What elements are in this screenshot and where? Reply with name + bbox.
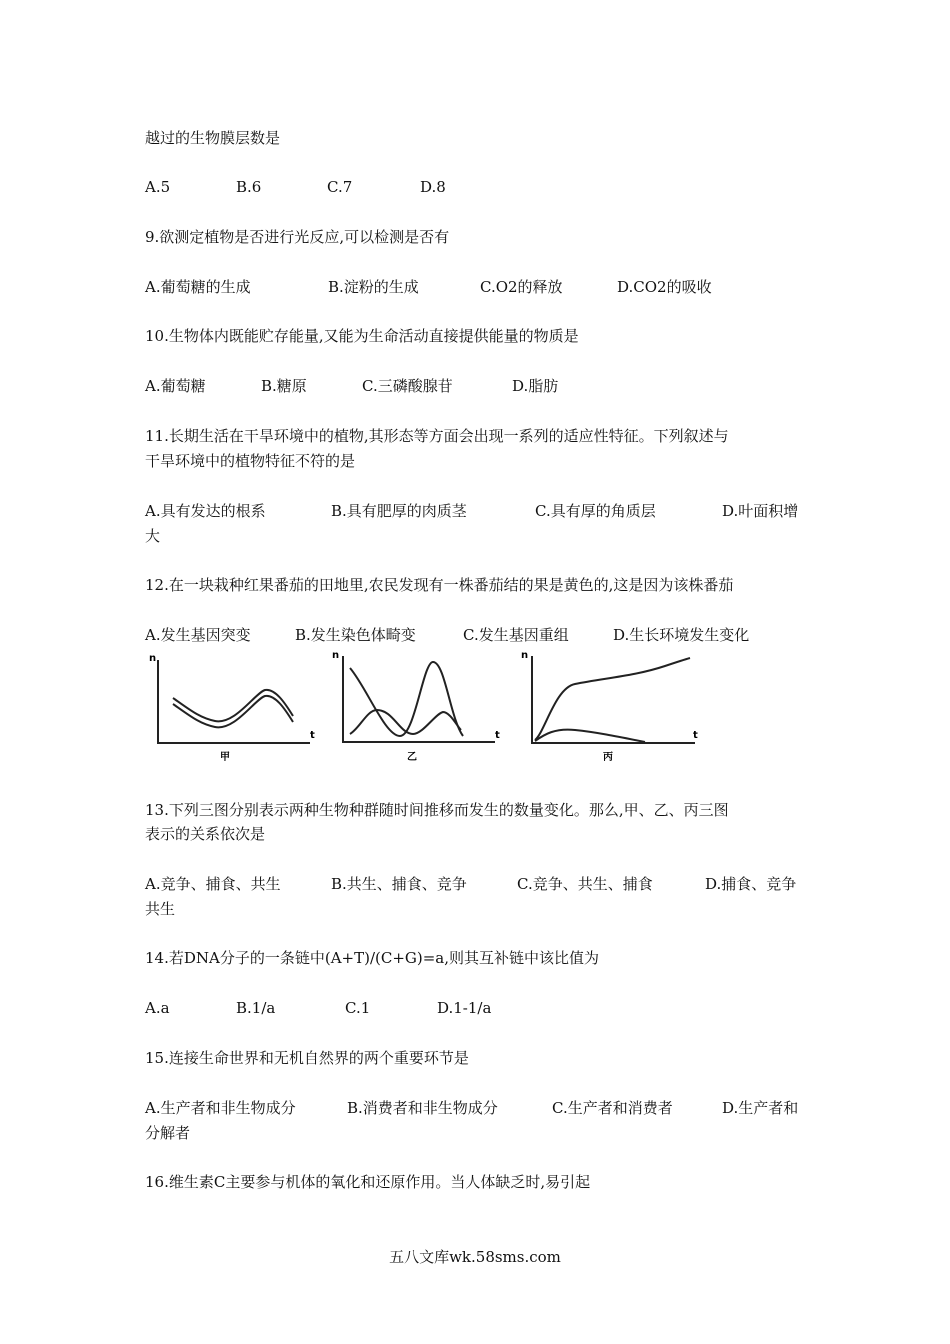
population-graphs-figure [145,648,715,768]
q8-option-a: A.5 [145,178,171,196]
q10-stem: 10.生物体内既能贮存能量,又能为生命活动直接提供能量的物质是 [145,327,579,345]
graph-yi-caption: 乙 [407,752,417,763]
q15-stem: 15.连接生命世界和无机自然界的两个重要环节是 [145,1049,469,1067]
q12-option-d: D.生长环境发生变化 [613,626,750,644]
q12-stem: 12.在一块栽种红果番茄的田地里,农民发现有一株番茄结的果是黄色的,这是因为该株番茄 [145,576,734,594]
q12-option-b: B.发生染色体畸变 [295,626,416,644]
q13-stem-line1: 13.下列三图分别表示两种生物种群随时间推移而发生的数量变化。那么,甲、乙、丙三图 [145,801,729,819]
graph-bing-caption: 丙 [603,752,613,763]
q11-option-a: A.具有发达的根系 [145,502,266,520]
graph-bing-curves [535,658,690,742]
graph-yi-x-label: t [495,730,500,741]
q14-option-d: D.1-1/a [437,999,492,1017]
q15-option-c: C.生产者和消费者 [552,1099,673,1117]
q11-option-b: B.具有肥厚的肉质茎 [331,502,467,520]
q14-option-a: A.a [145,999,170,1017]
q15-option-d-wrap: 分解者 [145,1124,191,1142]
q9-option-b: B.淀粉的生成 [328,278,419,296]
q11-option-d: D.叶面积增 [722,502,799,520]
q9-option-c: C.O2的释放 [480,278,563,296]
q14-stem: 14.若DNA分子的一条链中(A+T)/(C+G)=a,则其互补链中该比值为 [145,949,600,967]
q11-option-c: C.具有厚的角质层 [535,502,656,520]
q14-option-c: C.1 [345,999,371,1017]
q13-option-b: B.共生、捕食、竞争 [331,875,467,893]
graph-bing-x-label: t [693,730,698,741]
q12-option-a: A.发生基因突变 [145,626,251,644]
q12-option-c: C.发生基因重组 [463,626,569,644]
graph-jia-x-label: t [310,730,315,741]
q10-option-b: B.糖原 [261,377,307,395]
q8-option-b: B.6 [236,178,262,196]
graph-yi-y-label: n [332,650,340,661]
q13-stem-line2: 表示的关系依次是 [145,825,266,843]
q10-option-a: A.葡萄糖 [145,377,206,395]
graph-bing-y-label: n [521,650,529,661]
q16-stem: 16.维生素C主要参与机体的氧化和还原作用。当人体缺乏时,易引起 [145,1173,591,1191]
q14-option-b: B.1/a [236,999,276,1017]
graph-jia-curves [173,690,293,728]
q11-stem-line1: 11.长期生活在干旱环境中的植物,其形态等方面会出现一系列的适应性特征。下列叙述与 [145,427,729,445]
q11-stem-line2: 干旱环境中的植物特征不符的是 [145,452,356,470]
q13-option-c: C.竞争、共生、捕食 [517,875,653,893]
graph-jia-caption: 甲 [220,752,230,763]
q8-option-c: C.7 [327,178,353,196]
q10-option-c: C.三磷酸腺苷 [362,377,453,395]
q9-option-a: A.葡萄糖的生成 [145,278,251,296]
q13-option-d-wrap: 共生 [145,900,176,918]
q11-option-d-wrap: 大 [145,527,161,545]
q13-option-a: A.竞争、捕食、共生 [145,875,281,893]
q8-stem-continuation: 越过的生物膜层数是 [145,129,281,147]
q9-option-d: D.CO2的吸收 [617,278,712,296]
q8-option-d: D.8 [420,178,446,196]
graph-jia-y-label: n [149,653,157,664]
q15-option-d: D.生产者和 [722,1099,799,1117]
page-footer-watermark: 五八文库wk.58sms.com [389,1248,561,1266]
q15-option-a: A.生产者和非生物成分 [145,1099,296,1117]
q15-option-b: B.消费者和非生物成分 [347,1099,498,1117]
q10-option-d: D.脂肪 [512,377,559,395]
graph-yi-curves [350,662,463,736]
q9-stem: 9.欲测定植物是否进行光反应,可以检测是否有 [145,228,450,246]
q13-option-d: D.捕食、竞争 [705,875,797,893]
